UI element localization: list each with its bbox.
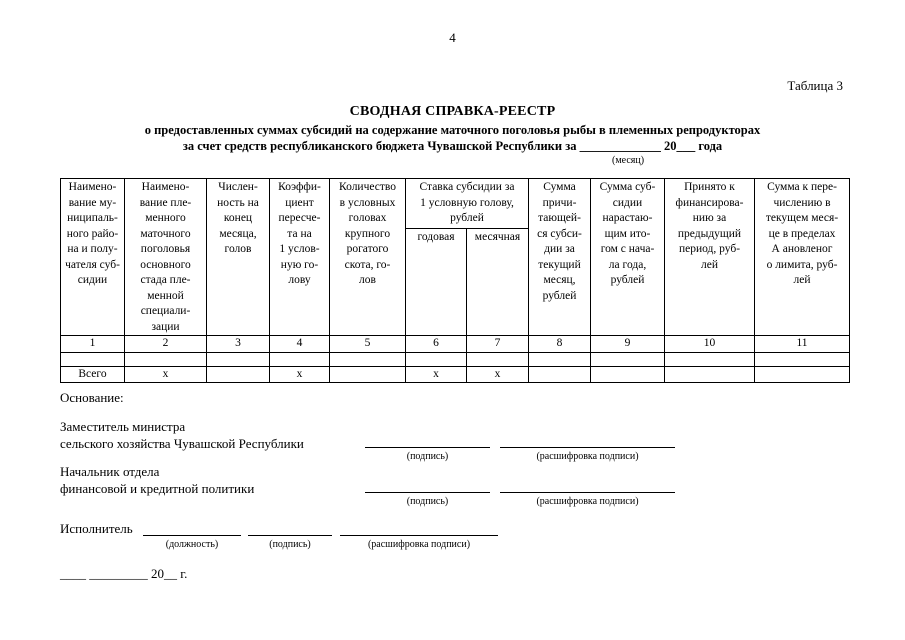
header-col-8 bbox=[529, 179, 591, 336]
executor-label: Исполнитель bbox=[60, 521, 133, 536]
table-cell[interactable] bbox=[330, 352, 406, 366]
column-numbers-row bbox=[61, 336, 850, 353]
registry-table bbox=[60, 178, 850, 383]
total-row bbox=[61, 366, 850, 383]
total-cell[interactable] bbox=[755, 366, 850, 383]
header-line: Сумма к пере- bbox=[767, 181, 837, 193]
header-line: гом с нача- bbox=[600, 243, 655, 255]
header-line: маточного bbox=[140, 227, 191, 240]
deputy-decoding-caption: (расшифровка подписи) bbox=[536, 451, 639, 462]
executor-position-caption: (должность) bbox=[165, 539, 219, 550]
header-line: Наимено- bbox=[141, 181, 190, 193]
header-line: тающей- bbox=[538, 212, 581, 224]
header-line: рублей bbox=[450, 212, 484, 224]
table-cell[interactable] bbox=[467, 352, 529, 366]
header-line: Принято к bbox=[684, 181, 735, 193]
header-line: рублей bbox=[542, 289, 577, 302]
total-cell: х bbox=[406, 366, 467, 383]
column-number: 6 bbox=[406, 336, 467, 353]
header-line: рублей bbox=[610, 274, 645, 286]
column-number: 1 bbox=[61, 336, 125, 353]
table-cell[interactable] bbox=[61, 352, 125, 366]
executor-decoding-line[interactable] bbox=[340, 535, 498, 536]
table-cell[interactable] bbox=[125, 352, 207, 366]
header-line: зации bbox=[151, 320, 180, 333]
header-line: лей bbox=[793, 274, 811, 286]
header-col-6-7 bbox=[406, 179, 529, 229]
header-line: ниципаль- bbox=[67, 212, 118, 224]
total-cell[interactable] bbox=[330, 366, 406, 383]
header-line: лов bbox=[359, 274, 376, 286]
table-cell[interactable] bbox=[207, 352, 270, 366]
header-line: пересче- bbox=[278, 212, 321, 224]
date-line[interactable]: ____ _________ 20__ г. bbox=[60, 566, 188, 581]
header-line: период, руб- bbox=[678, 243, 741, 255]
header-col-5 bbox=[330, 179, 406, 336]
deputy-decoding-line[interactable] bbox=[500, 447, 675, 448]
chief-title-line2: финансовой и кредитной политики bbox=[60, 481, 255, 496]
chief-signature-caption: (подпись) bbox=[406, 496, 449, 507]
department-head-block bbox=[60, 463, 254, 497]
header-line: о лимита, руб- bbox=[766, 258, 838, 271]
header-line: скота, го- bbox=[344, 258, 391, 271]
header-line: 1 условную голову, bbox=[420, 196, 514, 209]
header-col-4 bbox=[270, 179, 330, 336]
header-line: щим ито- bbox=[604, 227, 651, 240]
column-number: 11 bbox=[755, 336, 850, 353]
total-cell[interactable] bbox=[207, 366, 270, 383]
header-line: нию за bbox=[692, 212, 727, 224]
table-cell[interactable] bbox=[406, 352, 467, 366]
header-row bbox=[61, 179, 850, 229]
header-line: текущем меся- bbox=[765, 212, 839, 224]
header-line: ного райо- bbox=[66, 227, 119, 240]
header-line: чателя суб- bbox=[65, 258, 120, 271]
header-line: финансирова- bbox=[675, 196, 744, 209]
header-col-10 bbox=[665, 179, 755, 336]
table-cell[interactable] bbox=[529, 352, 591, 366]
document-subtitle-line1: о предоставленных суммах субсидий на содержание маточного поголовья рыбы в племенных репродукторах bbox=[144, 123, 761, 137]
header-line: дии за bbox=[544, 243, 575, 255]
table-cell[interactable] bbox=[591, 352, 665, 366]
header-line: ла года, bbox=[608, 258, 647, 271]
total-cell: х bbox=[270, 366, 330, 383]
deputy-title-line1: Заместитель министра bbox=[60, 419, 186, 434]
header-line: А ановленог bbox=[771, 243, 833, 255]
total-cell: х bbox=[125, 366, 207, 383]
page-number: 4 bbox=[449, 30, 456, 45]
header-line: сидии bbox=[612, 196, 643, 209]
header-line: Ставка субсидии за bbox=[419, 181, 515, 193]
header-col-3 bbox=[207, 179, 270, 336]
header-line: ную го- bbox=[280, 258, 319, 271]
header-line: крупного bbox=[344, 227, 391, 240]
header-line: сидии bbox=[77, 274, 108, 286]
header-line: основного bbox=[140, 258, 191, 271]
basis-label: Основание: bbox=[60, 390, 124, 405]
table-cell[interactable] bbox=[755, 352, 850, 366]
header-line: месяц, bbox=[543, 274, 576, 286]
header-line: та на bbox=[287, 227, 312, 240]
column-number: 8 bbox=[529, 336, 591, 353]
header-line: нарастаю- bbox=[602, 212, 653, 224]
header-line: на и полу- bbox=[67, 243, 118, 255]
column-number: 7 bbox=[467, 336, 529, 353]
header-col-2 bbox=[125, 179, 207, 336]
header-line: менной bbox=[147, 289, 184, 302]
table-number: Таблица 3 bbox=[787, 78, 843, 93]
deputy-minister-block bbox=[60, 418, 304, 452]
header-col-9 bbox=[591, 179, 665, 336]
header-line: Числен- bbox=[218, 181, 258, 193]
header-line: специали- bbox=[140, 305, 191, 317]
executor-decoding-caption: (расшифровка подписи) bbox=[367, 539, 471, 550]
document-subtitle-line2: за счет средств республиканского бюджета Чувашской Республики за _____________ 20___ года bbox=[182, 139, 723, 153]
header-line: циент bbox=[285, 196, 314, 209]
executor-signature-caption: (подпись) bbox=[269, 539, 311, 550]
header-line: лову bbox=[288, 274, 311, 286]
total-cell[interactable] bbox=[665, 366, 755, 383]
header-col-11 bbox=[755, 179, 850, 336]
header-line: Сумма суб- bbox=[599, 181, 656, 193]
header-line: ность на bbox=[217, 196, 259, 209]
subheader-monthly: месячная bbox=[467, 228, 529, 335]
header-line: менного bbox=[145, 212, 186, 224]
column-number: 9 bbox=[591, 336, 665, 353]
month-hint: (месяц) bbox=[612, 155, 645, 166]
header-line: рогатого bbox=[346, 243, 389, 255]
column-number: 4 bbox=[270, 336, 330, 353]
total-cell[interactable] bbox=[591, 366, 665, 383]
header-line: поголовья bbox=[140, 243, 191, 255]
subheader-annual: годовая bbox=[406, 228, 467, 335]
header-line: Коэффи- bbox=[278, 181, 321, 193]
chief-decoding-caption: (расшифровка подписи) bbox=[536, 496, 639, 507]
executor-signature-line[interactable] bbox=[248, 535, 332, 536]
column-number: 2 bbox=[125, 336, 207, 353]
header-col-1 bbox=[61, 179, 125, 336]
header-line: Сумма bbox=[543, 181, 576, 193]
chief-title-line1: Начальник отдела bbox=[60, 464, 160, 479]
header-line: вание пле- bbox=[139, 196, 192, 209]
document-title: СВОДНАЯ СПРАВКА-РЕЕСТР bbox=[349, 104, 556, 119]
data-row-empty bbox=[61, 352, 850, 366]
column-number: 5 bbox=[330, 336, 406, 353]
header-line: Количество bbox=[339, 181, 396, 193]
deputy-signature-caption: (подпись) bbox=[406, 451, 449, 462]
header-line: месяца, bbox=[219, 227, 257, 240]
header-line: вание му- bbox=[68, 196, 117, 209]
header-line: в условных bbox=[339, 196, 396, 209]
header-line: 1 услов- bbox=[279, 243, 320, 255]
header-line: числению в bbox=[773, 196, 831, 209]
chief-decoding-line[interactable] bbox=[500, 492, 675, 493]
table-cell[interactable] bbox=[270, 352, 330, 366]
header-line: текущий bbox=[538, 258, 581, 271]
header-line: це в пределах bbox=[768, 227, 836, 240]
total-cell[interactable] bbox=[529, 366, 591, 383]
header-line: стада пле- bbox=[140, 274, 191, 286]
total-label: Всего bbox=[61, 366, 125, 383]
total-cell: х bbox=[467, 366, 529, 383]
header-line: предыдущий bbox=[677, 227, 742, 240]
header-line: голов bbox=[224, 243, 252, 255]
header-line: ся субси- bbox=[537, 227, 582, 240]
executor-position-line[interactable] bbox=[143, 535, 241, 536]
header-line: конец bbox=[223, 212, 253, 224]
header-line: Наимено- bbox=[68, 181, 117, 193]
header-line: причи- bbox=[542, 196, 577, 209]
column-number: 3 bbox=[207, 336, 270, 353]
table-cell[interactable] bbox=[665, 352, 755, 366]
header-line: головах bbox=[348, 212, 387, 224]
deputy-title-line2: сельского хозяйства Чувашской Республики bbox=[60, 436, 304, 451]
chief-signature-line[interactable] bbox=[365, 492, 490, 493]
header-line: лей bbox=[701, 258, 718, 271]
deputy-signature-line[interactable] bbox=[365, 447, 490, 448]
column-number: 10 bbox=[665, 336, 755, 353]
